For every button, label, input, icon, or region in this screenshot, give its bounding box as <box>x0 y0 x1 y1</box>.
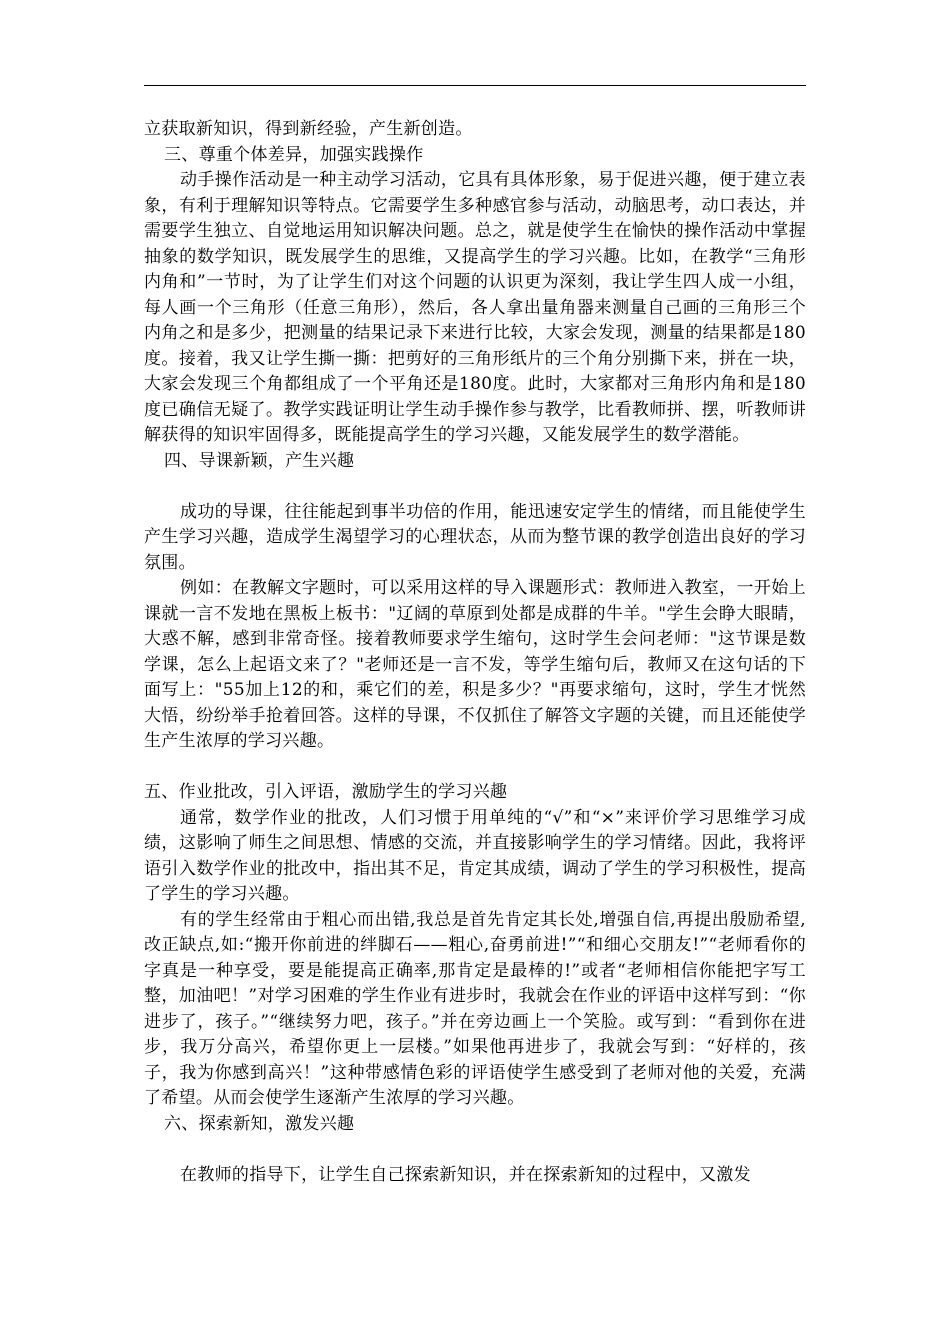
header-rule <box>144 85 806 86</box>
blank-line <box>144 755 806 781</box>
section-heading-6: 六、探索新知，激发兴趣 <box>164 1113 355 1134</box>
paragraph-continuation: 立获取新知识，得到新经验，产生新创造。 <box>144 119 473 139</box>
blank-line <box>144 1137 806 1163</box>
blank-line <box>144 474 806 500</box>
document-body <box>144 117 806 1188</box>
section-heading-4: 四、导课新颖，产生兴趣 <box>164 450 355 471</box>
section-heading-3: 三、尊重个体差异，加强实践操作 <box>164 144 424 165</box>
paragraph-encouraging-comments: 有的学生经常由于粗心而出错,我总是首先肯定其长处,增强自信,再提出殷励希望,改正缺点,如:“搬开你前进的绊脚石——粗心,奋勇前进!”“和细心交朋友!”“老师看你的字真是一种享受，要是能提高正确率,那肯定是最棒的!”或者“老师相信你能把字写工整，加油吧！”对学习困难的学生作业有进步时，我就会在作业的评语中这样写到：“你进步了，孩子。”“继续努力吧，孩子。”并在旁边画上一个笑脸。或写到：“看到你在进步，我万分高兴，希望你更上一层楼。”如果他再进步了，我就会写到：“好样的，孩子，我为你感到高兴！”这种带感情色彩的评语使学生感受到了老师对他的关爱，充满了希望。从而会使学生逐渐产生浓厚的学习兴趣。 <box>144 909 806 1108</box>
paragraph-explore-new-knowledge: 在教师的指导下，让学生自己探索新知识，并在探索新知的过程中，又激发 <box>180 1164 751 1185</box>
paragraph-hands-on-activity: 动手操作活动是一种主动学习活动，它具有具体形象，易于促进兴趣，便于建立表象，有利于理解知识等特点。它需要学生多种感官参与活动，动脑思考，动口表达，并需要学生独立、自觉地运用知识解决问题。总之，就是使学生在愉快的操作活动中掌握抽象的数学知识，既发展学生的思维，又提高学生的学习兴趣。比如，在教学“三角形内角和”一节时，为了让学生们对这个问题的认识更为深刻，我让学生四人成一小组，每人画一个三角形（任意三角形），然后，各人拿出量角器来测量自己画的三角形三个内角之和是多少，把测量的结果记录下来进行比较，大家会发现，测量的结果都是180度。接着，我又让学生撕一撕：把剪好的三角形纸片的三个角分别撕下来，拼在一块，大家会发现三个角都组成了一个平角还是180度。此时，大家都对三角形内角和是180度已确信无疑了。教学实践证明让学生动手操作参与教学，比看教师拼、摆，听教师讲解获得的知识牢固得多，既能提高学生的学习兴趣，又能发展学生的数学潜能。 <box>144 170 806 445</box>
paragraph-homework-grading: 通常，数学作业的批改，人们习惯于用单纯的“√”和“×”来评价学习思维学习成绩，这影响了师生之间思想、情感的交流，并直接影响学生的学习情绪。因此，我将评语引入数学作业的批改中，指出其不足，肯定其成绩，调动了学生的学习积极性，提高了学生的学习兴趣。 <box>144 807 806 904</box>
section-heading-5: 五、作业批改，引入评语，激励学生的学习兴趣 <box>144 782 508 802</box>
paragraph-lesson-introduction: 成功的导课，往往能起到事半功倍的作用，能迅速安定学生的情绪，而且能使学生产生学习兴趣，造成学生渴望学习的心理状态，从而为整节课的教学创造出良好的学习氛围。 <box>144 501 806 573</box>
paragraph-example: 例如：在教解文字题时，可以采用这样的导入课题形式：教师进入教室，一开始上课就一言不发地在黑板上板书："辽阔的草原到处都是成群的牛羊。"学生会睁大眼睛，大惑不解，感到非常奇怪。接着教师要求学生缩句，这时学生会问老师："这节课是数学课，怎么上起语文来了？"老师还是一言不发，等学生缩句后，教师又在这句话的下面写上："55加上12的和，乘它们的差，积是多少？"再要求缩句，这时，学生才恍然大悟，纷纷举手抢着回答。这样的导课，不仅抓住了解答文字题的关键，而且还能使学生产生浓厚的学习兴趣。 <box>144 578 806 751</box>
